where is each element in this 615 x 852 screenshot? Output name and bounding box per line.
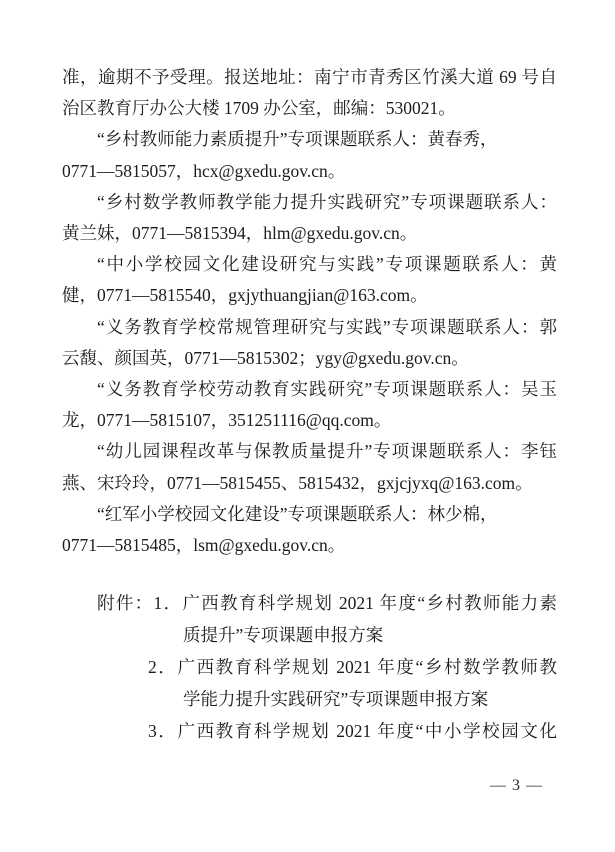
attachment-line [62,587,557,619]
attachment-line [62,715,557,747]
attachment-item-number: 1． [153,593,183,614]
body-line: “乡村教师能力素质提升”专项课题联系人：黄春秀， [97,129,498,150]
body-line: 0771—5815057，hcx@gxedu.gov.cn。 [62,160,346,181]
page-number: — 3 — [490,777,543,794]
body-line: 治区教育厅办公大楼 1709 办公室，邮编：530021。 [62,98,456,119]
body-line: “红军小学校园文化建设”专项课题联系人：林少棉， [97,503,498,524]
attachment-line-text: 质提升”专项课题申报方案 [183,625,384,646]
body-line: “幼儿园课程改革与保教质量提升”专项课题联系人：李钰 [97,441,557,462]
document-content [62,62,557,747]
attachment-line-text: 广西教育科学规划 2021 年度“乡村教师能力素 [182,593,557,614]
attachment-list [62,587,557,747]
body-line: 健，0771—5815540，gxjythuangjian@163.com。 [62,285,428,306]
attachment-line-text: 广西教育科学规划 2021 年度“乡村数学教师教 [177,657,557,678]
body-line: 云馥、颜国英，0771—5815302；ygy@gxedu.gov.cn。 [62,347,469,368]
body-line: “中小学校园文化建设研究与实践”专项课题联系人：黄 [97,254,557,275]
body-line: “义务教育学校常规管理研究与实践”专项课题联系人：郭 [97,316,557,337]
attachment-item-number: 3． [148,721,178,742]
body-text [62,62,557,561]
body-line: 0771—5815485，lsm@gxedu.gov.cn。 [62,535,346,556]
attachment-item-number: 2． [148,657,178,678]
attachment-line-text: 广西教育科学规划 2021 年度“中小学校园文化 [177,721,557,742]
attachment-line [62,651,557,683]
body-line: “义务教育学校劳动教育实践研究”专项课题联系人：吴玉 [97,379,557,400]
attachment-line [62,619,557,651]
body-line: 燕、宋玲玲，0771—5815455、5815432，gxjcjyxq@163.com。 [62,472,533,493]
attachment-line [62,683,557,715]
body-line: 龙，0771—5815107，351251116@qq.com。 [62,410,392,431]
body-line: 准，逾期不予受理。报送地址：南宁市青秀区竹溪大道 69 号自 [62,67,557,87]
body-line: 黄兰妹，0771—5815394，hlm@gxedu.gov.cn。 [62,223,418,244]
body-line: “乡村数学教师教学能力提升实践研究”专项课题联系人： [97,191,557,212]
attachment-label: 附件： [97,593,154,614]
attachment-line-text: 学能力提升实践研究”专项课题申报方案 [183,689,489,710]
